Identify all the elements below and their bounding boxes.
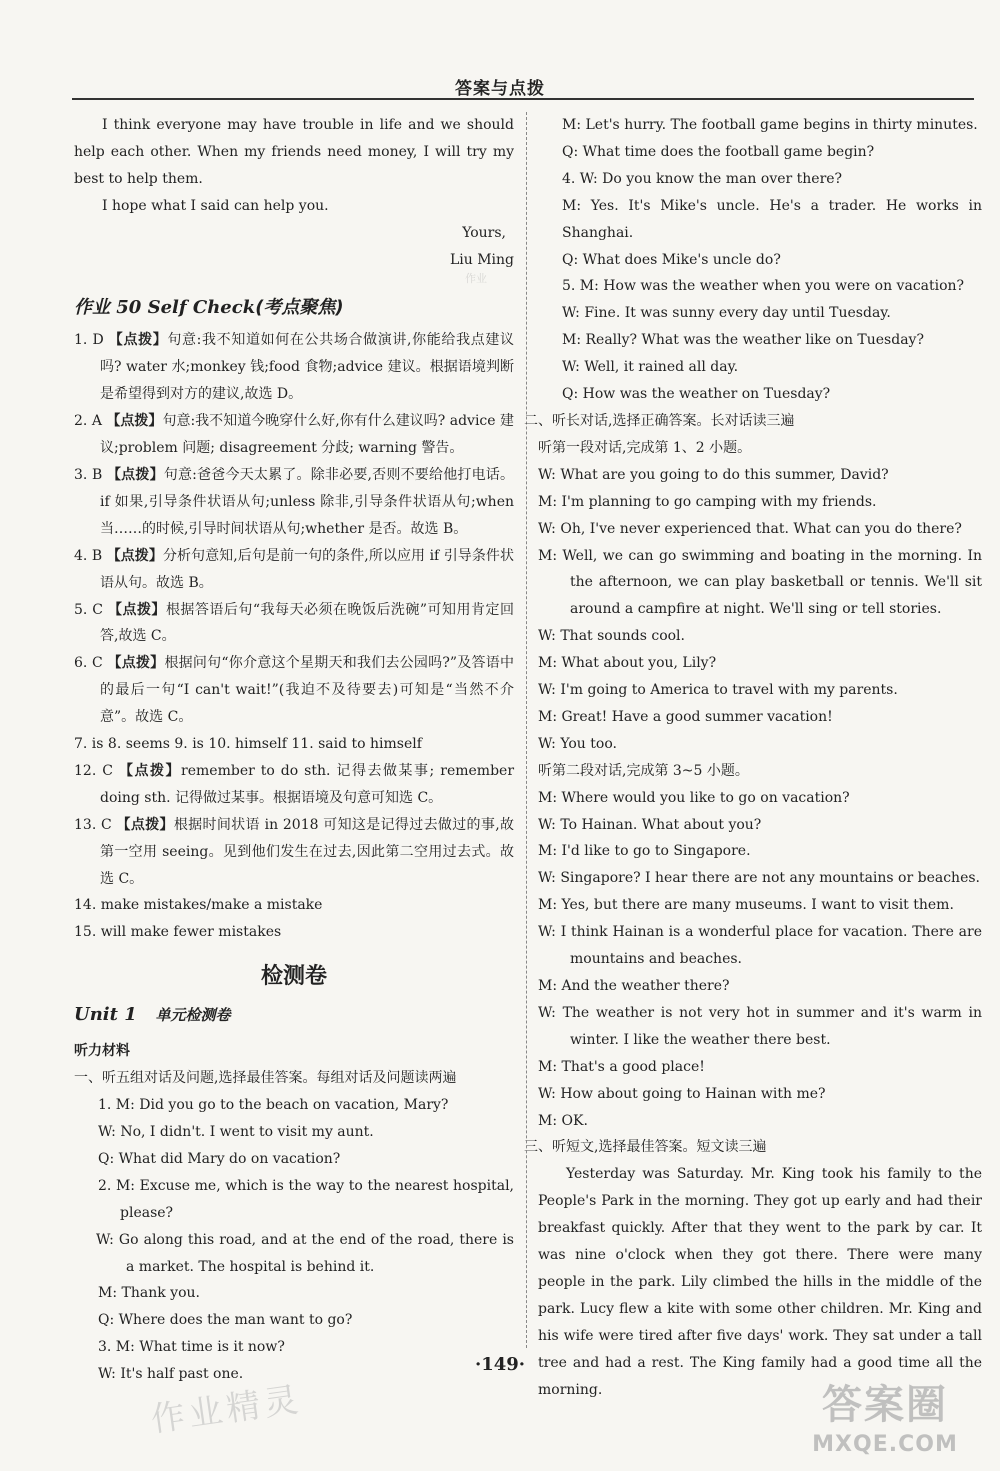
logo-text: 答案圈 <box>822 1382 948 1428</box>
header-title: 答案与点拨 <box>455 79 545 99</box>
transcript-line: 5. M: How was the weather when you were on vacation? <box>562 278 965 295</box>
answer-number: 1. D <box>74 332 104 349</box>
answer-number: 6. C <box>74 655 103 672</box>
transcript-line: W: Singapore? I hear there are not any mountains or beaches. <box>538 870 980 887</box>
dialog-line: 2. M: Excuse me, which is the way to the nearest hospital, please? <box>98 1177 514 1221</box>
tip-label: 【点拨】 <box>118 762 182 779</box>
transcript-line: M: I'd like to go to Singapore. <box>538 843 751 860</box>
transcript-line: Q: What time does the football game begin? <box>562 143 875 160</box>
tip-label: 【点拨】 <box>107 601 166 618</box>
answer-number: 12. C <box>74 762 113 779</box>
unit-title <box>74 1002 514 1028</box>
transcript-line: W: What are you going to do this summer, David? <box>538 466 889 483</box>
transcript-line: W: That sounds cool. <box>538 628 685 645</box>
letter-paragraph-2: I hope what I said can help you. <box>102 197 329 214</box>
logo-url: MXQE.COM <box>812 1432 958 1457</box>
transcript-line: 听第一段对话,完成第 1、2 小题。 <box>538 439 752 456</box>
answer-number: 4. B <box>74 547 103 564</box>
tip-label: 【点拨】 <box>106 466 164 483</box>
answer-explanation: 句意:我不知道如何在公共场合做演讲,你能给我点建议吗? water 水;monkey 钱;food 食物;advice 建议。根据语境判断是希望得到对方的建议,故选 D。 <box>100 332 515 403</box>
transcript-line: Q: What does Mike's uncle do? <box>562 251 781 268</box>
answer-explanation: 根据时间状语 in 2018 可知这是记得过去做过的事,故第一空用 seeing。见到他们发生在过去,因此第二空用过去式。故选 C。 <box>100 816 514 887</box>
transcript-line: W: How about going to Hainan with me? <box>538 1085 826 1102</box>
answer-item <box>74 543 514 597</box>
transcript-line: W: Oh, I've never experienced that. What can you do there? <box>538 520 962 537</box>
bottom-watermark: 作业精灵 <box>148 1379 305 1441</box>
transcript-line: W: I'm going to America to travel with my parents. <box>538 682 898 699</box>
answer-item <box>74 758 514 812</box>
answer-explanation: 根据问句“你介意这个星期天和我们去公园吗?”及答语中的最后一句“I can't wait!”(我迫不及待要去)可知是“当然不介意”。故选 C。 <box>100 655 515 726</box>
letter-closing: Yours, <box>462 224 506 241</box>
answer-explanation: 句意:爸爸今天太累了。除非必要,否则不要给他打电话。if 如果,引导条件状语从句;unless 除非,引导条件状语从句;when 当……的时候,引导时间状语从句;whether 是否。故选 B。 <box>100 466 514 537</box>
dialog-line: M: Thank you. <box>98 1285 200 1302</box>
answer-explanation: 根据答语后句“我每天必须在晚饭后洗碗”可知用肯定回答,故选 C。 <box>100 601 515 645</box>
transcript-list <box>524 112 982 1404</box>
tip-label: 【点拨】 <box>108 332 168 349</box>
answer-14: 14. make mistakes/make a mistake <box>74 897 323 914</box>
answer-explanation: remember to do sth. 记得去做某事; remember doing sth. 记得做过某事。根据语境及句意可知选 C。 <box>100 762 515 806</box>
dialog-line: W: It's half past one. <box>98 1366 244 1383</box>
dialog-line: W: Go along this road, and at the end of the road, there is a market. The hospital is behind it. <box>96 1231 514 1275</box>
test-title: 检测卷 <box>260 964 327 990</box>
answer-item <box>74 327 514 408</box>
transcript-line: M: I'm planning to go camping with my friends. <box>538 493 877 510</box>
answer-item <box>74 462 514 543</box>
transcript-line: 4. W: Do you know the man over there? <box>562 170 843 187</box>
column-divider <box>526 112 527 1348</box>
answer-number: 3. B <box>74 466 103 483</box>
answer-number: 2. A <box>74 413 102 430</box>
dialog-list <box>74 1092 514 1388</box>
transcript-line: Q: How was the weather on Tuesday? <box>562 386 831 403</box>
site-logo-watermark <box>790 1380 980 1466</box>
right-column <box>524 112 982 1404</box>
unit-title-en: Unit 1 <box>74 1004 137 1026</box>
unit-title-cn: 单元检测卷 <box>155 1006 231 1025</box>
answer-list <box>74 327 514 731</box>
fill-answers: 7. is 8. seems 9. is 10. himself 11. said to himself <box>74 736 422 753</box>
transcript-line: M: Yes, but there are many museums. I want to visit them. <box>538 897 954 914</box>
transcript-line: Yesterday was Saturday. Mr. King took his family to the People's Park in the morning. They got up early and had their breakfast quickly. After that they went to the park by car. It was nine o'clock when they got there. There were many people in the park. Lily climbed the hills in the middle of the park. Lucy flew a kite with some other children. Mr. King and his wife were tired after five days' work. They sat under a tall tree and had a rest. The King family had a good time all the morning. <box>538 1166 982 1398</box>
page-number: ·149· <box>474 1354 526 1375</box>
transcript-line: W: Well, it rained all day. <box>562 359 739 376</box>
tip-label: 【点拨】 <box>106 413 163 430</box>
dialog-line: W: No, I didn't. I went to visit my aunt. <box>98 1124 374 1140</box>
answer-number: 13. C <box>74 816 112 833</box>
transcript-line: M: And the weather there? <box>538 978 730 994</box>
transcript-line: W: The weather is not very hot in summer and it's warm in winter. I like the weather there best. <box>538 1004 982 1048</box>
dialog-line: 3. M: What time is it now? <box>98 1339 285 1356</box>
tip-label: 【点拨】 <box>106 547 163 564</box>
tip-label: 【点拨】 <box>116 816 174 833</box>
transcript-line: M: What about you, Lily? <box>538 655 717 672</box>
letter-paragraph-1: I think everyone may have trouble in life and we should help each other. When my friends need money, I will try my best to help them. <box>74 117 514 187</box>
answer-explanation: 句意:我不知道今晚穿什么好,你有什么建议吗? advice 建议;problem 问题; disagreement 分歧; warning 警告。 <box>100 413 515 457</box>
answer-number: 5. C <box>74 601 104 618</box>
stamp-watermark: 作业 <box>465 272 487 285</box>
transcript-line: M: Let's hurry. The football game begins in thirty minutes. <box>562 117 978 133</box>
transcript-line: 听第二段对话,完成第 3~5 小题。 <box>538 762 749 779</box>
answer-item <box>74 650 514 731</box>
answer-15: 15. will make fewer mistakes <box>74 924 282 941</box>
transcript-line: W: You too. <box>538 735 617 752</box>
transcript-line: M: Where would you like to go on vacation? <box>538 789 850 806</box>
transcript-line: M: Well, we can go swimming and boating in the morning. In the afternoon, we can play basketball or tennis. We'll sit around a campfire at night. We'll sing or tell stories. <box>538 547 982 618</box>
answer-explanation: 分析句意知,后句是前一句的条件,所以应用 if 引导条件状语从句。故选 B。 <box>100 547 514 591</box>
transcript-line: M: Yes. It's Mike's uncle. He's a trader. He works in Shanghai. <box>562 197 982 241</box>
dialog-line: Q: What did Mary do on vacation? <box>98 1150 341 1167</box>
part1-title: 一、听五组对话及问题,选择最佳答案。每组对话及问题读两遍 <box>74 1070 457 1087</box>
answer-item <box>74 597 514 651</box>
transcript-line: M: Really? What was the weather like on Tuesday? <box>562 332 924 349</box>
section-title-en: 作业 50 Self Check <box>74 297 256 319</box>
answer-item <box>74 408 514 462</box>
transcript-line: W: Fine. It was sunny every day until Tuesday. <box>562 305 891 322</box>
transcript-line: M: Great! Have a good summer vacation! <box>538 708 833 725</box>
section-title-cn: (考点聚焦) <box>255 297 344 319</box>
answer-list-2 <box>74 758 514 893</box>
header-rule <box>72 98 974 100</box>
dialog-line: Q: Where does the man want to go? <box>98 1312 353 1329</box>
transcript-line: 二、听长对话,选择正确答案。长对话读三遍 <box>524 412 795 429</box>
transcript-line: 三、听短文,选择最佳答案。短文读三遍 <box>524 1139 767 1156</box>
tip-label: 【点拨】 <box>107 655 165 672</box>
letter-signature: Liu Ming <box>449 251 514 268</box>
transcript-line: M: OK. <box>538 1112 588 1129</box>
answer-item <box>74 812 514 893</box>
dialog-line: 1. M: Did you go to the beach on vacation, Mary? <box>98 1097 449 1114</box>
listening-label: 听力材料 <box>74 1043 130 1060</box>
transcript-line: W: I think Hainan is a wonderful place for vacation. There are mountains and beaches. <box>538 924 982 968</box>
transcript-line: M: That's a good place! <box>538 1058 705 1075</box>
transcript-line: W: To Hainan. What about you? <box>538 816 762 833</box>
